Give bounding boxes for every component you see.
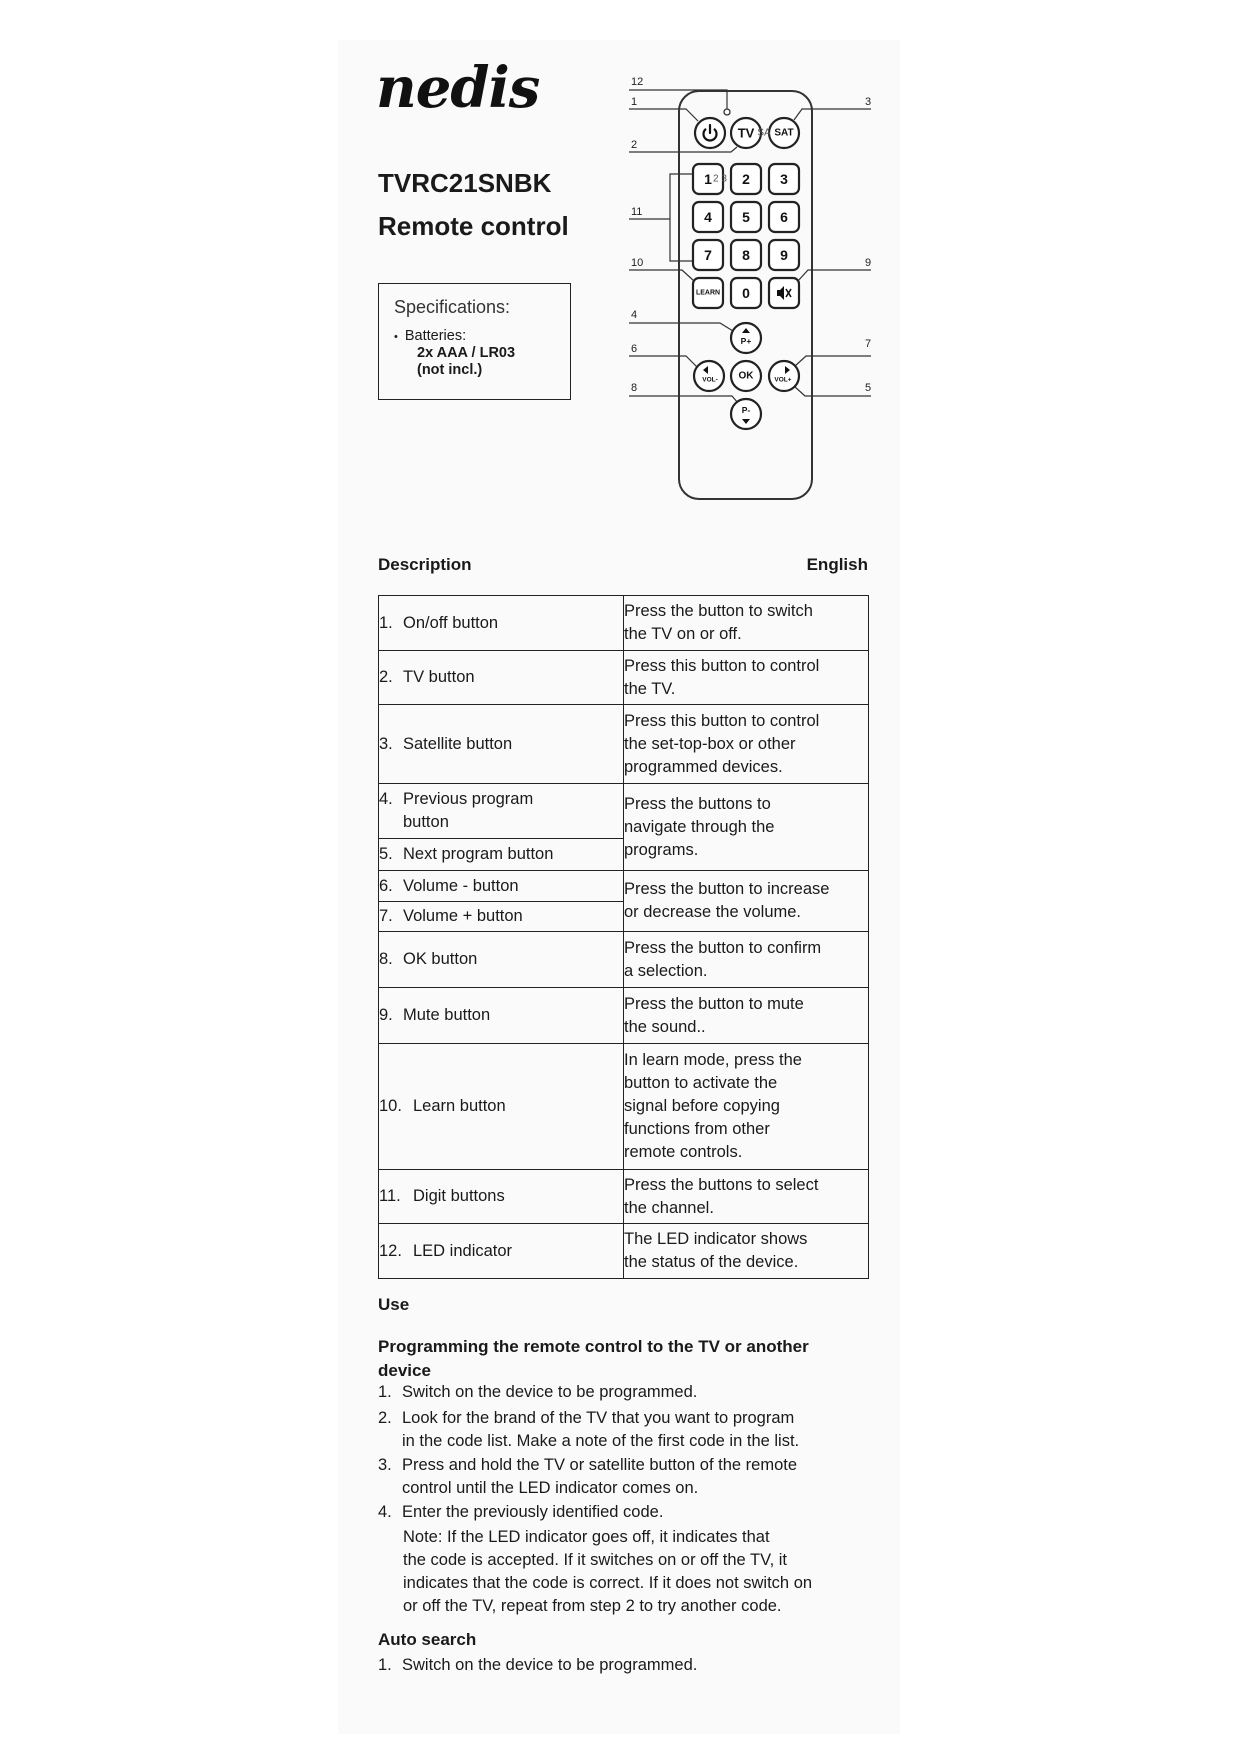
specifications-heading: Specifications: [394, 297, 511, 317]
part-number: 6. [379, 876, 393, 895]
part-number: 2. [379, 668, 393, 686]
callout-label-1: 1 [631, 96, 638, 108]
programming-note: Note: If the LED indicator goes off, it indicates that the code is accepted. If it switches on or off the TV, it indicates that the code is correct. If it does not switch on or off the TV, repeat from step 2 to try another code. [403, 1528, 813, 1615]
part-description: Press this button to control the TV. [624, 651, 869, 705]
overlay-text: SA [757, 127, 771, 139]
digit-button-2[interactable] [731, 164, 761, 194]
part-number: 11. [379, 1187, 401, 1205]
callout-line-3 [794, 109, 871, 120]
spec-label: Batteries: [404, 328, 467, 344]
part-cell [379, 932, 624, 988]
specifications-box [378, 283, 571, 400]
digit-label: 2 [742, 171, 750, 187]
digit-label: 3 [780, 171, 788, 187]
led-indicator [724, 109, 730, 115]
learn-button[interactable] [693, 278, 723, 308]
part-number: 8. [379, 950, 393, 968]
callout-label-12: 12 [631, 76, 644, 88]
digit-button-5[interactable] [731, 202, 761, 232]
part-cell [379, 839, 624, 871]
callout-label-6: 6 [631, 343, 638, 355]
part-cell [379, 988, 624, 1044]
part-name: Next program button [403, 845, 554, 863]
program-up-label: P+ [740, 336, 752, 346]
part-description: Press the buttons to select the channel. [624, 1170, 869, 1224]
volume-up-button[interactable] [769, 361, 799, 391]
callout-label-8: 8 [631, 382, 638, 394]
list-item [378, 1654, 697, 1677]
product-name: Remote control [378, 211, 569, 241]
program-up-button[interactable] [731, 323, 761, 353]
spec-item-batteries [394, 328, 466, 346]
part-name: OK button [403, 950, 478, 968]
callout-line-7 [795, 356, 871, 366]
table-row [379, 1224, 869, 1279]
list-item [378, 1407, 799, 1453]
part-cell [379, 596, 624, 651]
part-number: 4. [379, 790, 393, 808]
callout-line-9 [797, 270, 871, 282]
step-number: 1. [378, 1656, 392, 1674]
step-text: Press and hold the TV or satellite button of the remote control until the LED indicator comes on. [402, 1456, 798, 1497]
use-heading: Use [378, 1295, 410, 1314]
callout-label-11: 11 [631, 206, 643, 218]
digit-label: 5 [742, 209, 750, 225]
language-label: English [806, 555, 868, 574]
ok-button[interactable] [731, 361, 761, 391]
callout-line-5 [794, 386, 871, 396]
model-number: TVRC21SNBK [378, 168, 552, 198]
step-text: Look for the brand of the TV that you want to program in the code list. Make a note of the first code in the list. [402, 1409, 800, 1450]
step-text: Enter the previously identified code. [402, 1503, 664, 1521]
remote-control-diagram [620, 75, 880, 515]
part-cell [379, 871, 624, 902]
part-name: Digit buttons [413, 1187, 505, 1205]
callout-line-2 [629, 147, 737, 152]
part-name: TV button [403, 668, 475, 686]
table-row [379, 596, 869, 651]
callout-line-4 [629, 323, 733, 331]
part-number: 3. [379, 734, 393, 753]
part-description: Press the button to increase or decrease the volume. [624, 871, 869, 932]
digit-label: 7 [704, 247, 712, 263]
part-description: Press the button to confirm a selection. [624, 932, 869, 988]
table-row [379, 1044, 869, 1170]
callout-label-7: 7 [865, 338, 872, 350]
part-name: Satellite button [403, 734, 513, 753]
digit-label: 9 [780, 247, 788, 263]
list-item [378, 1381, 697, 1404]
tv-button-label: TV [737, 125, 755, 141]
volume-down-label: VOL- [702, 376, 718, 384]
part-name: On/off button [403, 613, 499, 632]
callout-label-9: 9 [865, 257, 872, 269]
digit-button-8[interactable] [731, 240, 761, 270]
power-button[interactable] [695, 118, 725, 148]
part-cell [379, 651, 624, 705]
program-down-button[interactable] [731, 399, 761, 429]
part-cell [379, 705, 624, 784]
program-down-label: P- [741, 405, 751, 415]
part-description: Press the button to mute the sound.. [624, 988, 869, 1044]
volume-down-button[interactable] [694, 361, 724, 391]
digit-label: 8 [742, 247, 750, 263]
callout-label-10: 10 [631, 257, 644, 269]
callout-label-5: 5 [865, 382, 872, 394]
digit-button-4[interactable] [693, 202, 723, 232]
list-item [378, 1454, 797, 1500]
digit-button-9[interactable] [769, 240, 799, 270]
digit-label: 4 [704, 209, 712, 225]
part-number: 12. [379, 1241, 402, 1260]
part-description: Press the button to switch the TV on or off. [624, 596, 869, 651]
programming-heading: Programming the remote control to the TV or another device [378, 1337, 809, 1380]
step-number: 3. [378, 1456, 392, 1474]
sat-button-label: SAT [774, 127, 794, 139]
digit-label: 1 [704, 171, 712, 187]
part-number: 7. [379, 907, 393, 925]
auto-search-heading: Auto search [378, 1630, 477, 1649]
part-description: Press the buttons to navigate through the programs. [624, 784, 869, 871]
callout-line-8 [629, 396, 738, 403]
table-row [379, 988, 869, 1044]
step-number: 2. [378, 1409, 392, 1427]
learn-button-label: LEARN [695, 289, 721, 297]
mute-button[interactable] [769, 278, 799, 308]
spec-value: 2x AAA / LR03 [417, 345, 516, 361]
digit-label: 6 [780, 209, 788, 225]
table-row [379, 784, 869, 839]
part-number: 9. [379, 1006, 393, 1024]
description-table [378, 595, 869, 1279]
callout-label-3: 3 [865, 96, 872, 108]
overlay-text: 2 3 [713, 173, 727, 185]
callout-label-2: 2 [631, 139, 638, 151]
sat-button[interactable] [769, 118, 799, 148]
digit-label: 0 [742, 285, 750, 301]
volume-up-label: VOL+ [774, 376, 792, 384]
part-cell [379, 784, 624, 839]
part-name: Previous program button [403, 790, 534, 831]
step-text: Switch on the device to be programmed. [402, 1656, 698, 1674]
part-name: Volume + button [403, 907, 523, 925]
part-cell [379, 1224, 624, 1279]
description-heading: Description [378, 555, 472, 574]
part-number: 10. [379, 1097, 402, 1115]
part-name: Mute button [403, 1006, 491, 1024]
step-text: Switch on the device to be programmed. [402, 1383, 698, 1401]
callout-line-12 [629, 90, 727, 109]
part-number: 1. [379, 613, 393, 632]
part-name: LED indicator [413, 1241, 513, 1260]
digit-button-0[interactable] [731, 278, 761, 308]
callout-line-6 [629, 356, 697, 367]
table-row [379, 651, 869, 705]
part-number: 5. [379, 845, 393, 863]
ok-button-label: OK [738, 370, 754, 382]
part-name: Volume - button [403, 876, 519, 895]
digit-button-3[interactable] [769, 164, 799, 194]
callout-line-10 [629, 270, 694, 281]
digit-button-7[interactable] [693, 240, 723, 270]
part-name: Learn button [413, 1097, 506, 1115]
callout-label-4: 4 [631, 309, 638, 321]
part-description: In learn mode, press the button to activate the signal before copying functions from other remote controls. [624, 1044, 869, 1170]
table-row [379, 1170, 869, 1224]
step-number: 1. [378, 1383, 392, 1401]
part-cell [379, 1170, 624, 1224]
callout-bracket-11 [670, 174, 693, 261]
bullet-icon: • [394, 331, 398, 343]
part-description: Press this button to control the set-top-box or other programmed devices. [624, 705, 869, 784]
part-description: The LED indicator shows the status of the device. [624, 1224, 869, 1279]
table-row [379, 705, 869, 784]
part-cell [379, 902, 624, 932]
step-number: 4. [378, 1503, 392, 1521]
table-row [379, 932, 869, 988]
callout-line-1 [629, 109, 698, 121]
part-cell [379, 1044, 624, 1170]
list-item [378, 1501, 663, 1524]
digit-button-6[interactable] [769, 202, 799, 232]
nedis-logo: nedis [376, 55, 540, 121]
table-row [379, 871, 869, 902]
spec-value: (not incl.) [417, 362, 483, 378]
